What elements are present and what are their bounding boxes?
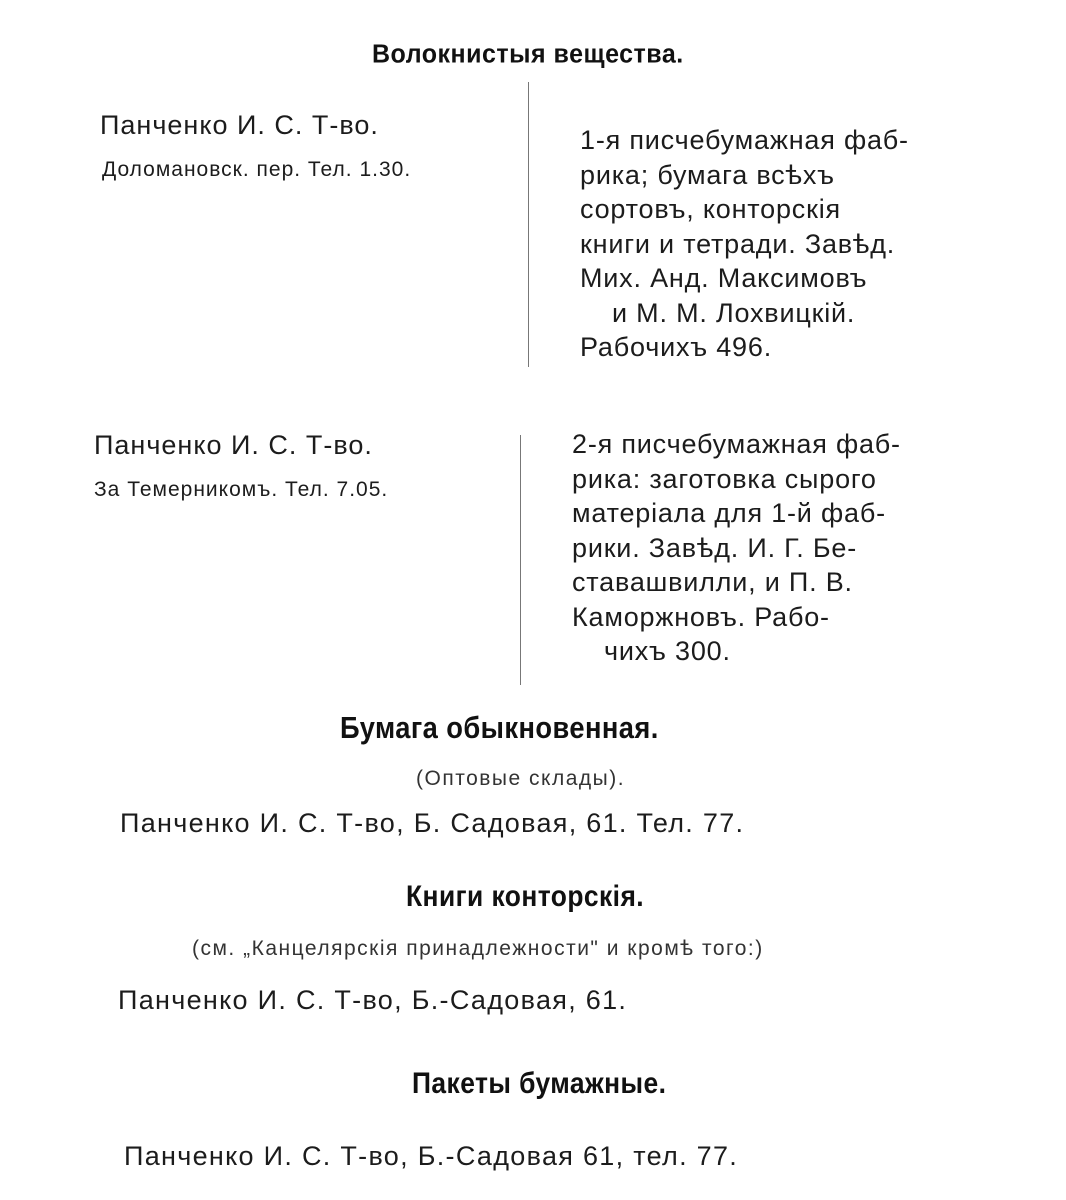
column-divider [528, 82, 529, 367]
entry-1-name: Панченко И. С. Т-во. [100, 110, 379, 140]
entry-1-desc-line: 1-я писчебумажная фаб- [580, 125, 909, 155]
entry-1-description [580, 123, 980, 365]
entry-1-address: Доломановск. пер. Тел. 1.30. [102, 158, 412, 181]
entry-1-desc-line: книги и тетради. Завѣд. [580, 228, 896, 259]
entry-1-desc-line: и М. М. Лохвицкій. [612, 297, 856, 328]
entry-2-desc-line: рика: заготовка сырого [572, 463, 877, 494]
section-title-ordinary-paper: Бумага обыкновенная. [340, 710, 659, 745]
entry-2-desc-line: Каморжновъ. Рабо- [572, 601, 830, 632]
section-subtitle-office-books: (см. „Канцелярскія принадлежности" и кромѣ того:) [192, 937, 764, 960]
entry-1-desc-line: Мих. Анд. Максимовъ [580, 263, 868, 293]
entry-2-desc-line: матеріала для 1-й фаб- [572, 498, 886, 528]
section-title-fibrous: Волокнистыя вещества. [372, 39, 684, 69]
entry-2-address: За Темерникомъ. Тел. 7.05. [94, 478, 389, 501]
entry-2-name: Панченко И. С. Т-во. [94, 430, 373, 460]
entry-1-desc-line: Рабочихъ 496. [580, 332, 772, 362]
section-title-office-books: Книги конторскія. [406, 880, 645, 913]
entry-2-desc-line: ставашвилли, и П. В. [572, 567, 853, 597]
section-title-paper-bags: Пакеты бумажные. [412, 1067, 667, 1100]
section-subtitle-ordinary-paper: (Оптовые склады). [416, 767, 626, 790]
entry-office-books: Панченко И. С. Т-во, Б.-Садовая, 61. [118, 985, 628, 1015]
column-divider [520, 435, 521, 685]
entry-2-desc-line: 2-я писчебумажная фаб- [572, 429, 901, 459]
entry-2-desc-line: чихъ 300. [604, 636, 731, 666]
entry-2-desc-line: рики. Завѣд. И. Г. Бе- [572, 532, 858, 563]
entry-1-desc-line: сортовъ, конторскія [580, 194, 841, 224]
entry-2-description [572, 427, 972, 669]
entry-ordinary-paper: Панченко И. С. Т-во, Б. Садовая, 61. Тел. 77. [120, 808, 745, 838]
entry-1-desc-line: рика; бумага всѣхъ [580, 159, 835, 190]
entry-paper-bags: Панченко И. С. Т-во, Б.-Садовая 61, тел. 77. [124, 1141, 739, 1171]
